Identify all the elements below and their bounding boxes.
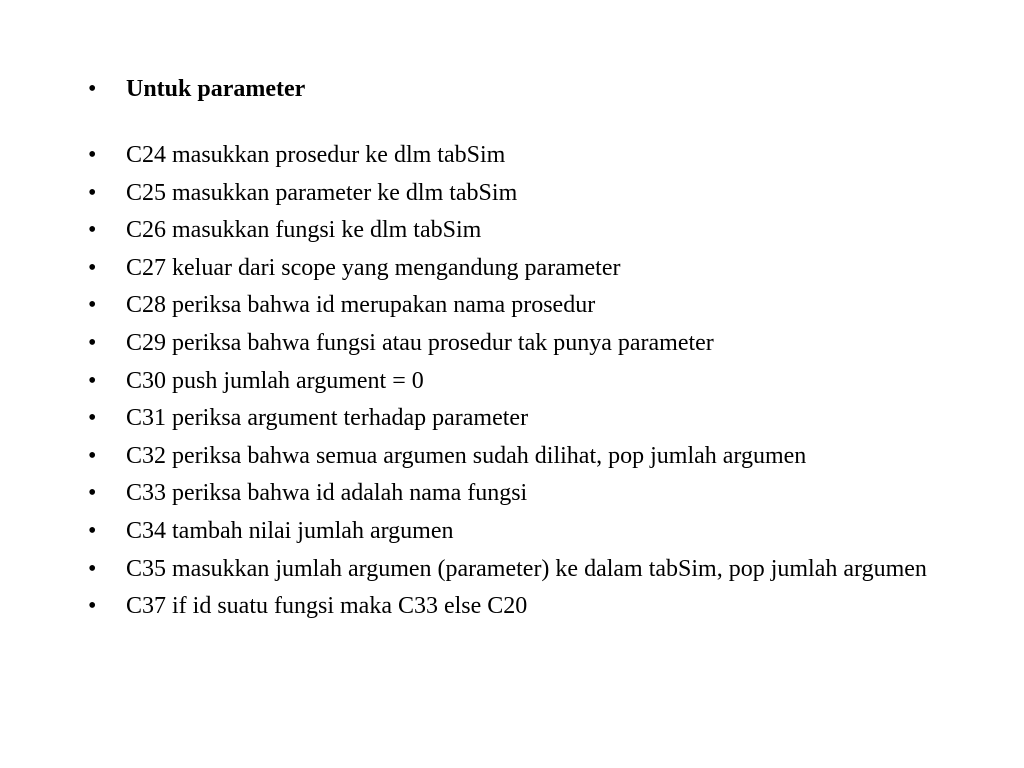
list-item [88,253,948,283]
list-item [88,140,948,170]
list-item-text: C29 periksa bahwa fungsi atau prosedur tak punya parameter [126,329,714,356]
bullet-icon: • [88,517,97,544]
bullet-icon: • [88,442,97,469]
bullet-icon: • [88,254,97,281]
bullet-icon: • [88,142,97,168]
list-item-text: C33 periksa bahwa id adalah nama fungsi [126,480,528,507]
slide-heading [88,72,948,106]
bullet-icon: • [88,367,97,394]
list-item [88,366,948,396]
list-item-text: C34 tambah nilai jumlah argumen [126,517,454,544]
list-item [88,215,948,245]
bullet-icon: • [88,292,97,319]
list-item-text: C35 masukkan jumlah argumen (parameter) ke dalam tabSim, pop jumlah argumen [126,555,927,582]
bullet-icon: • [88,405,97,432]
bullet-icon: • [88,329,97,356]
list-item [88,478,948,508]
list-item-text: C25 masukkan parameter ke dlm tabSim [126,179,518,206]
list-item [88,441,948,471]
list-item [88,516,948,546]
list-item-text: C27 keluar dari scope yang mengandung parameter [126,254,621,281]
bullet-icon: • [88,555,97,582]
list-item-text: C26 masukkan fungsi ke dlm tabSim [126,217,482,244]
list-item-text: C32 periksa bahwa semua argumen sudah dilihat, pop jumlah argumen [126,442,807,469]
bullet-icon: • [88,76,97,102]
bullet-icon: • [88,217,97,244]
list-item-text: C30 push jumlah argument = 0 [126,367,424,394]
heading-text: Untuk parameter [126,76,306,102]
list-item-text: C24 masukkan prosedur ke dlm tabSim [126,142,506,168]
list-item [88,290,948,320]
bullet-icon: • [88,480,97,507]
bullet-icon: • [88,593,97,620]
bullet-list [88,140,948,629]
list-item [88,403,948,433]
list-item [88,554,948,584]
list-item [88,591,948,621]
list-item-text: C37 if id suatu fungsi maka C33 else C20 [126,593,528,620]
bullet-icon: • [88,179,97,206]
list-item [88,178,948,208]
list-item-text: C31 periksa argument terhadap parameter [126,405,529,432]
list-item-text: C28 periksa bahwa id merupakan nama prosedur [126,292,596,319]
list-item [88,328,948,358]
